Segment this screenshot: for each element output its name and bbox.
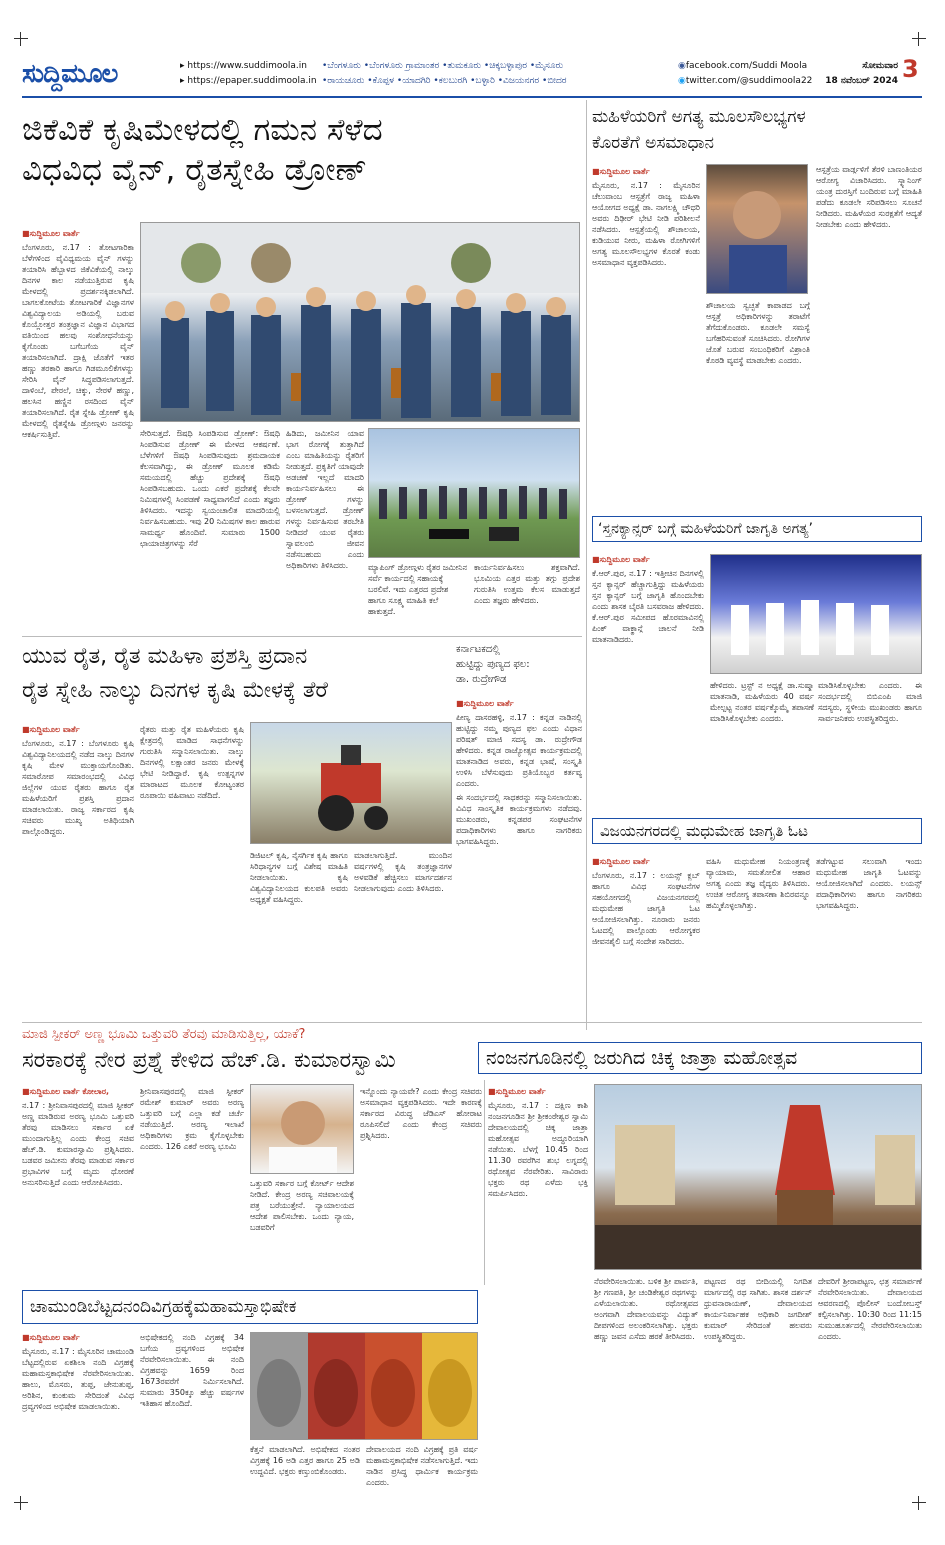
story8-headline[interactable]: ನಂಜನಗೂಡಿನಲ್ಲಿ ಜರುಗಿದ ಚಿಕ್ಕ ಜಾತ್ರಾ ಮಹೋತ್ಸವ bbox=[486, 1047, 798, 1069]
globe-icon: ▸ bbox=[180, 76, 188, 86]
story1-photo-wine-stall bbox=[140, 222, 580, 422]
story7-photo-kumaraswamy bbox=[250, 1084, 354, 1174]
story7-column-2: ಶ್ರೀನಿವಾಸಪುರದಲ್ಲಿ ಮಾಜಿ ಸ್ಪೀಕರ್ ರಮೇಶ್ ಕುಮಾರ್ ಅವರು ಅರಣ್ಯ ಒತ್ತುವರಿ ಬಗ್ಗೆ ಎಲ್ಲಾ ಕಡೆ ಚರ್ಚೆ ನಡೆಯುತ್ತಿದೆ. ಅರಣ್ಯ ಇಲಾಖೆ ಅಧಿಕಾರಿಗಳು ಕ್ರಮ ಕೈಗೊಳ್ಳಬೇಕು ಎಂದರು. 126 ಎಕರೆ ಅರಣ್ಯ ಭೂಮಿ bbox=[140, 1087, 244, 1151]
weekday: ಸೋಮವಾರ bbox=[862, 61, 898, 71]
story4-headline[interactable]: ಯುವ ರೈತ, ರೈತ ಮಹಿಳಾ ಪ್ರಶಸ್ತಿ ಪ್ರದಾನ ರೈತ ಸ್ನೇಹಿ ನಾಲ್ಕು ದಿನಗಳ ಕೃಷಿ ಮೇಳಕ್ಕೆ ತೆರೆ bbox=[22, 644, 328, 703]
facebook-link[interactable]: ◉facebook.com/Suddi Moola bbox=[678, 61, 808, 71]
story7-column-4: ಇನ್ನೊಂದು ನ್ಯಾಯವೇ? ಎಂದು ಕೇಂದ್ರ ಸಚಿವರು ಅಸಮಾಧಾನ ವ್ಯಕ್ತಪಡಿಸಿದರು. ಇದೇ ಕಾರಣಕ್ಕೆ ಸರ್ಕಾರದ ವಿರುದ್ಧ ಜೆಡಿಎಸ್ ಹೋರಾಟ ರೂಪಿಸಲಿದೆ ಎಂದು ಕೇಂದ್ರ ಸಚಿವರು ಪ್ರಶ್ನಿಸಿದರು. bbox=[360, 1087, 482, 1140]
story6-column-3: ತಡೆಗಟ್ಟುವ ಸಲುವಾಗಿ ಇಂದು ಮಧುಮೇಹ ಜಾಗೃತಿ ಓಟವನ್ನು ಆಯೋಜಿಸಲಾಗಿದೆ ಎಂದರು. ಲಯನ್ಸ್ ಪದಾಧಿಕಾರಿಗಳು ಹಾಗೂ ನಾಗರಿಕರು ಭಾಗವಹಿಸಿದ್ದರು. bbox=[816, 857, 922, 910]
story1-column-4: ಕಾರ್ಯನಿರ್ವಹಿಸಲು ಶಕ್ತವಾಗಿದೆ. ಭೂಮಿಯ ಎತ್ತರ ಮತ್ತು ತಗ್ಗು ಪ್ರದೇಶ ಗುರುತಿಸಿ ಉತ್ತಮ ಕೆಲಸ ಮಾಡುತ್ತದೆ ಎಂದು ತಜ್ಞರು ಹೇಳಿದರು. bbox=[474, 563, 580, 605]
story1-photo-drones bbox=[368, 428, 580, 558]
story7-column-3: ಒತ್ತುವರಿ ಸರ್ಕಾರ ಬಗ್ಗೆ ಕೋರ್ಟ್ ಆದೇಶ ನೀಡಿದೆ. ಕೇಂದ್ರ ಅರಣ್ಯ ಸಚಿವಾಲಯಕ್ಕೆ ಪತ್ರ ಬರೆಯುತ್ತೇನೆ. ನ್ಯಾಯಾಲಯದ ಆದೇಶ ಪಾಲಿಸಬೇಕು. ಒಂದು ನ್ಯಾಯ, ಬಡವರಿಗೆ bbox=[250, 1179, 354, 1232]
story8-column-4: ದೇವರಿಗೆ ಶ್ರೀರಾಪಟ್ಟಣ, ಛತ್ರ ಸಮಾರ್ಪಣೆ ನೆರವೇರಿಸಲಾಯಿತು. ದೇವಾಲಯದ ಆವರಣದಲ್ಲಿ ಪೊಲೀಸ್ ಬಂದೋಬಸ್ತ್ ಕಲ್ಪಿಸಲಾಗಿತ್ತು. 10:30 ರಿಂದ 11:15 ಸುಮುಹೂರ್ತದಲ್ಲಿ ನೇರವೇರಿಸಲಾಯಿತು ಎಂದರು. bbox=[818, 1277, 922, 1341]
cities-line-2: •ರಾಯಚೂರು •ಕೊಪ್ಪಳ •ಯಾದಗಿರಿ •ಕಲಬುರಗಿ •ಬಳ್ಳಾರಿ •ವಿಜಯನಗರ •ಬೀದರ bbox=[322, 76, 567, 86]
story5-column-1: ■ಸುದ್ದಿಮೂಲ ವಾರ್ತೆ ಪೀಣ್ಯ ದಾಸರಹಳ್ಳಿ, ನ.17 : ಕನ್ನಡ ನಾಡಿನಲ್ಲಿ ಹುಟ್ಟಿದ್ದು ನಮ್ಮ ಪುಣ್ಯದ ಫಲ ಎಂದು ವಿಧಾನ ಪರಿಷತ್ ಮಾಜಿ ಸದಸ್ಯ ಡಾ. ರುದ್ರೇಗೌಡ ಹೇಳಿದರು. ಕನ್ನಡ ರಾಜ್ಯೋತ್ಸವ ಕಾರ್ಯಕ್ರಮದಲ್ಲಿ ಮಾತನಾಡಿದ ಅವರು, ಕನ್ನಡ ಭಾಷೆ, ಸಂಸ್ಕೃತಿ ಉಳಿಸಿ ಬೆಳೆಸುವುದು ಪ್ರತಿಯೊಬ್ಬರ ಕರ್ತವ್ಯ ಎಂದರು. ಈ ಸಂದರ್ಭದಲ್ಲಿ ಸಾಧಕರನ್ನು ಸನ್ಮಾನಿಸಲಾಯಿತು. ವಿವಿಧ ಸಾಂಸ್ಕೃತಿಕ ಕಾರ್ಯಕ್ರಮಗಳು ನಡೆದವು. ಮುಖಂಡರು, ಕನ್ನಡಪರ ಸಂಘಟನೆಗಳ ಪದಾಧಿಕಾರಿಗಳು ಹಾಗೂ ನಾಗರಿಕರು ಭಾಗವಹಿಸಿದ್ದರು. bbox=[456, 699, 582, 846]
nandi-statue-illustration bbox=[251, 1333, 478, 1440]
globe-icon: ▸ bbox=[180, 61, 188, 71]
story2-photo-commission-chair bbox=[706, 164, 808, 294]
twitter-link[interactable]: ◉twitter.com/@suddimoola22 bbox=[678, 76, 813, 86]
story9-column-2: ಅಭಿಷೇಕದಲ್ಲಿ ನಂದಿ ವಿಗ್ರಹಕ್ಕೆ 34 ಬಗೆಯ ದ್ರವ್ಯಗಳಿಂದ ಅಭಿಷೇಕ ನೆರವೇರಿಸಲಾಯಿತು. ಈ ನಂದಿ ವಿಗ್ರಹವನ್ನು 1659 ರಿಂದ 1673ರವರೆಗೆ ನಿರ್ಮಿಸಲಾಗಿದೆ. ಸುಮಾರು 350ಕ್ಕೂ ಹೆಚ್ಚು ವರ್ಷಗಳ ಇತಿಹಾಸ ಹೊಂದಿದೆ. bbox=[140, 1333, 244, 1408]
column-divider bbox=[484, 1080, 485, 1285]
crop-mark bbox=[14, 32, 28, 46]
story3-column-3: ಮಾಡಿಸಿಕೊಳ್ಳಬೇಕು ಎಂದರು. ಈ ಸಂದರ್ಭದಲ್ಲಿ ಬಿಬಿಎಂಪಿ ಮಾಜಿ ಸದಸ್ಯರು, ಸ್ಥಳೀಯ ಮುಖಂಡರು ಹಾಗೂ ಸಾರ್ವಜನಿಕರು ಉಪಸ್ಥಿತರಿದ್ದರು. bbox=[818, 681, 922, 723]
story4-photo-tractor bbox=[250, 722, 452, 844]
section-divider bbox=[22, 636, 582, 637]
masthead bbox=[22, 55, 920, 95]
website-link[interactable]: ▸ https://www.suddimoola.in bbox=[180, 61, 307, 71]
story2-column-2: ಶೌಚಾಲಯ ಸ್ವಚ್ಛತೆ ಕಾಪಾಡದ ಬಗ್ಗೆ ಆಸ್ಪತ್ರೆ ಅಧಿಕಾರಿಗಳನ್ನು ತರಾಟೆಗೆ ತೆಗೆದುಕೊಂಡರು. ಕೂಡಲೇ ಸಮಸ್ಯೆ ಬಗೆಹರಿಸುವಂತೆ ಸೂಚಿಸಿದರು. ರೋಗಿಗಳ ಜೊತೆ ಬರುವ ಸಂಬಂಧಿಕರಿಗೆ ವಿಶ್ರಾಂತಿ ಕೊಠಡಿ ವ್ಯವಸ್ಥೆ ಮಾಡಬೇಕು ಎಂದರು. bbox=[706, 301, 810, 365]
story7-kicker: ಮಾಜಿ ಸ್ಪೀಕರ್ ಅಣ್ಣ ಭೂಮಿ ಒತ್ತುವರಿ ತೆರವು ಮಾಡಿಸುತ್ತಿಲ್ಲ, ಯಾಕೆ? bbox=[22, 1027, 306, 1042]
walkathon-group-illustration bbox=[711, 555, 922, 674]
wine-stall-illustration bbox=[141, 223, 580, 422]
story3-headline[interactable]: ‘ಸ್ತನಕ್ಯಾನ್ಸರ್ ಬಗ್ಗೆ ಮಹಿಳೆಯರಿಗೆ ಜಾಗೃತಿ ಅಗತ್ಯ’ bbox=[598, 521, 813, 537]
twitter-icon: ◉ bbox=[678, 76, 686, 86]
story1-column-1: ■ಸುದ್ದಿಮೂಲ ವಾರ್ತೆ ಬೆಂಗಳೂರು, ನ.17 : ತೋಟಗಾರಿಕಾ ಬೆಳೆಗಳಿಂದ ವೈವಿಧ್ಯಮಯ ವೈನ್ ಗಳನ್ನು ತಯಾರಿಸಿ ಹೆಬ್ಬಾಳದ ಜಿಕೆವಿಕೆಯಲ್ಲಿ ನಾಲ್ಕು ದಿನಗಳ ಕಾಲ ನಡೆಯುತ್ತಿರುವ ಕೃಷಿ ಮೇಳದಲ್ಲಿ ಪ್ರದರ್ಶನಕ್ಕಿಡಲಾಗಿದೆ. ಬಾಗಲಕೋಟೆಯ ತೋಟಗಾರಿಕೆ ವಿಜ್ಞಾನಗಳ ವಿಶ್ವವಿದ್ಯಾಲಯ ಅಡಿಯಲ್ಲಿ ಬರುವ ಕೊಯ್ಲೋತ್ತರ ತಂತ್ರಜ್ಞಾನ ವಿಜ್ಞಾನ ವಿಭಾಗದ ವತಿಯಿಂದ ಹಲವು ಸಂಶೋಧನೆಯನ್ನು ಕೈಗೊಂಡು ಬಗೆಬಗೆಯ ವೈನ್ ತಯಾರಿಸಲಾಗಿದೆ. ದ್ರಾಕ್ಷಿ ಜೊತೆಗೆ ಇತರ ಹಣ್ಣು ತರಕಾರಿ ಹಾಗೂ ಗಿಡಮೂಲಿಕೆಗಳನ್ನು ಸೇರಿಸಿ ವೈನ್ ಸಿದ್ಧಪಡಿಸಲಾಗುತ್ತದೆ. ದಾಳಿಂಬೆ, ಪೇರಲೆ, ಚಿಕ್ಕು, ನೇರಳೆ ಹಣ್ಣು, ಹಲಸಿನ ಹಣ್ಣಿನ ರಸದಿಂದ ವೈನ್ ತಯಾರಿಸಲಾಗಿದೆ. ರೈತ ಸ್ನೇಹಿ ಡ್ರೋಣ್ ಕೃಷಿ ಮೇಳದಲ್ಲಿ ರೈತಸ್ನೇಹಿ ಡ್ರೋಣ್ಗಳು ಜನರನ್ನು ಆಕರ್ಷಿಸುತ್ತಿವೆ. bbox=[22, 229, 134, 439]
chariot-illustration bbox=[595, 1085, 922, 1270]
story2-headline[interactable]: ಮಹಿಳೆಯರಿಗೆ ಅಗತ್ಯ ಮೂಲಸೌಲಭ್ಯಗಳ ಕೊರತೆಗೆ ಅಸಮಾಧಾನ bbox=[592, 107, 806, 153]
person-portrait bbox=[251, 1085, 354, 1174]
story4-column-4: ಮಾಡಲಾಗುತ್ತಿದೆ. ಮುಂದಿನ ವರ್ಷಗಳಲ್ಲಿ ಕೃಷಿ ತಂತ್ರಜ್ಞಾನಗಳ ಅಳವಡಿಕೆ ಹೆಚ್ಚಿಸಲು ಮಾರ್ಗದರ್ಶನ ನೀಡಲಾಗುವುದು ಎಂದು ತಿಳಿಸಿದರು. bbox=[354, 851, 452, 893]
story5-headline[interactable]: ಕರ್ನಾಟಕದಲ್ಲಿ ಹುಟ್ಟಿದ್ದು ಪುಣ್ಯದ ಫಲ: ಡಾ. ರುದ್ರೇಗೌಡ bbox=[456, 644, 530, 685]
story8-column-1: ■ಸುದ್ದಿಮೂಲ ವಾರ್ತೆ ಮೈಸೂರು, ನ.17 : ದಕ್ಷಿಣ ಕಾಶಿ ನಂಜನಗೂಡಿನ ಶ್ರೀ ಶ್ರೀಕಂಠೇಶ್ವರ ಸ್ವಾಮಿ ದೇವಾಲಯದಲ್ಲಿ ಚಿಕ್ಕ ಜಾತ್ರಾ ಮಹೋತ್ಸವ ಅದ್ಧೂರಿಯಾಗಿ ನಡೆಯಿತು. ಬೆಳಗ್ಗೆ 10.45 ರಿಂದ 11.30 ರವರೆಗಿನ ಶುಭ ಲಗ್ನದಲ್ಲಿ ರಥೋತ್ಸವ ನೆರವೇರಿತು. ಸಾವಿರಾರು ಭಕ್ತರು ರಥ ಎಳೆದು ಭಕ್ತಿ ಸಮರ್ಪಿಸಿದರು. bbox=[488, 1087, 588, 1198]
story6-column-1: ■ಸುದ್ದಿಮೂಲ ವಾರ್ತೆ ಬೆಂಗಳೂರು, ನ.17 : ಲಯನ್ಸ್ ಕ್ಲಬ್ ಹಾಗೂ ವಿವಿಧ ಸಂಘಟನೆಗಳ ಸಹಯೋಗದಲ್ಲಿ ವಿಜಯನಗರದಲ್ಲಿ ಮಧುಮೇಹ ಜಾಗೃತಿ ಓಟ ಆಯೋಜಿಸಲಾಗಿತ್ತು. ನೂರಾರು ಜನರು ಓಟದಲ್ಲಿ ಪಾಲ್ಗೊಂಡು ಆರೋಗ್ಯಕರ ಜೀವನಶೈಲಿ ಬಗ್ಗೆ ಸಂದೇಶ ಸಾರಿದರು. bbox=[592, 857, 700, 946]
story1-column-2: ಸೇರಿಸುತ್ತದೆ. ಔಷಧಿ ಸಿಂಪಡಿಸುವ ಡ್ರೋಣ್: ಔಷಧಿ ಸಿಂಪಡಿಸುವ ಡ್ರೋಣ್ ಈ ಮೇಳದ ಆಕರ್ಷಣೆ. ಬೆಳೆಗಳಿಗೆ ಔಷಧಿ ಸಿಂಪಡಿಸುವುದು ಶ್ರಮದಾಯಕ ಕೆಲಸವಾಗಿದ್ದು, ಈ ಡ್ರೋಣ್ ಮೂಲಕ ಕಡಿಮೆ ಸಮಯದಲ್ಲಿ ಹೆಚ್ಚು ಪ್ರದೇಶಕ್ಕೆ ಔಷಧಿ ಸಿಂಪಡಿಸಬಹುದು. ಒಂದು ಎಕರೆ ಪ್ರದೇಶಕ್ಕೆ ಕೆಲವೇ ನಿಮಿಷಗಳಲ್ಲಿ ಸಿಂಪಡಣೆ ಸಾಧ್ಯವಾಗಲಿದೆ ಎಂದು ತಜ್ಞರು ತಿಳಿಸಿದರು. ಇದನ್ನು ಸ್ವಯಂಚಾಲಿತ ಮಾದರಿಯಲ್ಲಿ ನಿರ್ವಹಿಸಬಹುದು. ಇವು 20 ನಿಮಿಷಗಳ ಕಾಲ ಹಾರುವ ಸಾಮರ್ಥ್ಯ ಹೊಂದಿವೆ. ಸುಮಾರು 1500 ಛಾಯಾಚಿತ್ರಗಳನ್ನು ಸೆರೆ bbox=[140, 429, 280, 548]
story4-column-1: ■ಸುದ್ದಿಮೂಲ ವಾರ್ತೆ ಬೆಂಗಳೂರು, ನ.17 : ಬೆಂಗಳೂರು ಕೃಷಿ ವಿಶ್ವವಿದ್ಯಾನಿಲಯದಲ್ಲಿ ನಡೆದ ನಾಲ್ಕು ದಿನಗಳ ಕೃಷಿ ಮೇಳ ಮುಕ್ತಾಯಗೊಂಡಿತು. ಸಮಾರೋಪ ಸಮಾರಂಭದಲ್ಲಿ ವಿವಿಧ ಜಿಲ್ಲೆಗಳ ಯುವ ರೈತರು ಹಾಗೂ ರೈತ ಮಹಿಳೆಯರಿಗೆ ಪ್ರಶಸ್ತಿ ಪ್ರದಾನ ಮಾಡಲಾಯಿತು. ರಾಜ್ಯ ಸರ್ಕಾರದ ಕೃಷಿ ಸಚಿವರು ಮುಖ್ಯ ಅತಿಥಿಯಾಗಿ ಪಾಲ್ಗೊಂಡಿದ್ದರು. bbox=[22, 725, 134, 836]
story3-column-1: ■ಸುದ್ದಿಮೂಲ ವಾರ್ತೆ ಕೆ.ಆರ್.ಪುರ, ನ.17 : ಇತ್ತೀಚಿನ ದಿನಗಳಲ್ಲಿ ಸ್ತನ ಕ್ಯಾನ್ಸರ್ ಹೆಚ್ಚಾಗುತ್ತಿದ್ದು ಮಹಿಳೆಯರು ಸ್ತನ ಕ್ಯಾನ್ಸರ್ ಬಗ್ಗೆ ಜಾಗೃತಿ ಹೊಂದಬೇಕು ಎಂದು ಶಾಸಕ ಬೈರತಿ ಬಸವರಾಜ ಹೇಳಿದರು. ಕೆ.ಆರ್.ಪುರ ಸಮೀಪದ ಹೊರಮಾವಿನಲ್ಲಿ ಪಿಂಕ್ ವಾಕ್ಥಾನ್ಗೆ ಚಾಲನೆ ನೀಡಿ ಮಾತನಾಡಿದರು. bbox=[592, 555, 704, 644]
story2-column-3: ಆಸ್ಪತ್ರೆಯ ವಾರ್ಡ್ಗಳಿಗೆ ತೆರಳಿ ಬಾಣಂತಿಯರ ಆರೋಗ್ಯ ವಿಚಾರಿಸಿದರು. ಸ್ಕ್ಯಾನಿಂಗ್ ಯಂತ್ರ ದುರಸ್ತಿಗೆ ಬಂದಿರುವ ಬಗ್ಗೆ ಮಾಹಿತಿ ಪಡೆದು ಕೂಡಲೇ ಸರಿಪಡಿಸಲು ಸೂಚನೆ ನೀಡಿದರು. ಮಹಿಳೆಯರ ಸುರಕ್ಷತೆಗೆ ಆದ್ಯತೆ ನೀಡಬೇಕು ಎಂದು ಹೇಳಿದರು. bbox=[816, 165, 922, 229]
story8-photo-chariot-festival bbox=[594, 1084, 922, 1270]
story3-column-2: ಹೇಳಿದರು. ಟ್ರಸ್ಟ್ ನ ಅಧ್ಯಕ್ಷೆ ಡಾ.ಸುಷ್ಮಾ ಮಾತನಾಡಿ, ಮಹಿಳೆಯರು 40 ವರ್ಷ ಮೇಲ್ಪಟ್ಟ ನಂತರ ವರ್ಷಕ್ಕೊಮ್ಮೆ ತಪಾಸಣೆ ಮಾಡಿಸಿಕೊಳ್ಳಬೇಕು ಎಂದರು. bbox=[710, 681, 814, 723]
masthead-urls bbox=[180, 59, 317, 89]
story8-column-3: ಪಟ್ಟಣದ ರಥ ಬೀದಿಯಲ್ಲಿ ನಿಗದಿತ ಮಾರ್ಗದಲ್ಲಿ ರಥ ಸಾಗಿತು. ಶಾಸಕ ದರ್ಶನ್ ಧ್ರುವನಾರಾಯಣ್, ದೇವಾಲಯದ ಕಾರ್ಯನಿರ್ವಾಹಕ ಅಧಿಕಾರಿ ಜಗದೀಶ್ ಕುಮಾರ್ ಸೇರಿದಂತೆ ಹಲವರು ಉಪಸ್ಥಿತರಿದ್ದರು. bbox=[704, 1277, 812, 1341]
story1-column-3: ಹಿಡಿದು, ಜಮೀನಿನ ಯಾವ ಭಾಗ ರೋಗಕ್ಕೆ ತುತ್ತಾಗಿದೆ ಎಂಬ ಮಾಹಿತಿಯನ್ನು ರೈತರಿಗೆ ನೀಡುತ್ತದೆ. ಪ್ರಕೃತಿಗೆ ಯಾವುದೇ ಅಡಚಣೆ ಇಲ್ಲದೆ ಮಾದರಿ ಕಾರ್ಯನಿರ್ವಹಿಸಲು ಈ ಡ್ರೋಣ್ ಗಳನ್ನು ಬಳಸಲಾಗುತ್ತದೆ. ಡ್ರೋಣ್ ಗಳನ್ನು ನಿರ್ವಹಿಸುವ ತರಬೇತಿ ನೀಡಿದರೆ ಯುವ ರೈತರು ಸ್ವಾವಲಂಬಿ ಜೀವನ ನಡೆಸಬಹುದು ಎಂದು ಅಧಿಕಾರಿಗಳು ತಿಳಿಸಿದರು. bbox=[286, 429, 364, 570]
tractor-illustration bbox=[251, 723, 452, 844]
story2-column-1: ■ಸುದ್ದಿಮೂಲ ವಾರ್ತೆ ಮೈಸೂರು, ನ.17 : ಮೈಸೂರಿನ ಚೆಲುವಾಂಬ ಆಸ್ಪತ್ರೆಗೆ ರಾಜ್ಯ ಮಹಿಳಾ ಆಯೋಗದ ಅಧ್ಯಕ್ಷೆ ಡಾ. ನಾಗಲಕ್ಷ್ಮಿ ಚೌಧರಿ ಅವರು ದಿಢೀರ್ ಭೇಟಿ ನೀಡಿ ಪರಿಶೀಲನೆ ನಡೆಸಿದರು. ಆಸ್ಪತ್ರೆಯಲ್ಲಿ ಶೌಚಾಲಯ, ಕುಡಿಯುವ ನೀರು, ಮಹಿಳಾ ರೋಗಿಗಳಿಗೆ ಅಗತ್ಯ ಮೂಲಸೌಲಭ್ಯಗಳ ಕೊರತೆ ಕಂಡು ಅಸಮಾಧಾನ ವ್ಯಕ್ತಪಡಿಸಿದರು. bbox=[592, 167, 700, 267]
masthead-divider bbox=[22, 96, 922, 98]
edition-cities bbox=[322, 59, 672, 89]
story1-caption: ಮ್ಯಾಪಿಂಗ್ ಡ್ರೋಣ್ಗಳು ರೈತರ ಜಮೀನಿನ ಸರ್ವೆ ಕಾರ್ಯದಲ್ಲಿ ಸಹಾಯಕ್ಕೆ ಬರಲಿವೆ. ಇದು ಎತ್ತರದ ಪ್ರದೇಶ ಹಾಗೂ ಸೂಕ್ಷ್ಮ ಮಾಹಿತಿ ಕಲೆ ಹಾಕುತ್ತದೆ. bbox=[368, 563, 468, 616]
story4-column-2: ರೈತರು ಮತ್ತು ರೈತ ಮಹಿಳೆಯರು ಕೃಷಿ ಕ್ಷೇತ್ರದಲ್ಲಿ ಮಾಡಿದ ಸಾಧನೆಗಳನ್ನು ಗುರುತಿಸಿ ಸನ್ಮಾನಿಸಲಾಯಿತು. ನಾಲ್ಕು ದಿನಗಳಲ್ಲಿ ಲಕ್ಷಾಂತರ ಜನರು ಮೇಳಕ್ಕೆ ಭೇಟಿ ನೀಡಿದ್ದಾರೆ. ಕೃಷಿ ಉತ್ಪನ್ನಗಳ ಮಾರಾಟದ ಮೂಲಕ ಕೋಟ್ಯಂತರ ರೂಪಾಯಿ ವಹಿವಾಟು ನಡೆದಿದೆ. bbox=[140, 725, 244, 800]
story6-headline[interactable]: ವಿಜಯನಗರದಲ್ಲಿ ಮಧುಮೇಹ ಜಾಗೃತಿ ಓಟ bbox=[600, 822, 808, 840]
story3-photo-pink-walkathon bbox=[710, 554, 922, 674]
facebook-icon: ◉ bbox=[678, 61, 686, 71]
story8-column-2: ನೆರವೇರಿಸಲಾಯಿತು. ಬಳಿಕ ಶ್ರೀ ಪಾರ್ವತಿ, ಶ್ರೀ ಗಣಪತಿ, ಶ್ರೀ ಚಂಡಿಕೇಶ್ವರ ರಥಗಳನ್ನು ಎಳೆಯಲಾಯಿತು. ರಥೋತ್ಸವದ ಅಂಗವಾಗಿ ದೇವಾಲಯವನ್ನು ವಿದ್ಯುತ್ ದೀಪಗಳಿಂದ ಅಲಂಕರಿಸಲಾಗಿತ್ತು. ಭಕ್ತರು ಹಣ್ಣು ಜವನ ಎಸೆದು ಹರಕೆ ತೀರಿಸಿದರು. bbox=[594, 1277, 698, 1341]
person-portrait bbox=[707, 165, 808, 294]
story9-column-1: ■ಸುದ್ದಿಮೂಲ ವಾರ್ತೆ ಮೈಸೂರು, ನ.17 : ಮೈಸೂರಿನ ಚಾಮುಂಡಿ ಬೆಟ್ಟದಲ್ಲಿರುವ ಏಕಶಿಲಾ ನಂದಿ ವಿಗ್ರಹಕ್ಕೆ ಮಹಾಮಸ್ತಕಾಭಿಷೇಕ ನೆರವೇರಿಸಲಾಯಿತು. ಹಾಲು, ಮೊಸರು, ತುಪ್ಪ, ಜೇನುತುಪ್ಪ, ಅರಿಶಿನ, ಕುಂಕುಮ ಸೇರಿದಂತೆ ವಿವಿಧ ದ್ರವ್ಯಗಳಿಂದ ಅಭಿಷೇಕ ಮಾಡಲಾಯಿತು. bbox=[22, 1333, 134, 1411]
epaper-link[interactable]: ▸ https://epaper.suddimoola.in bbox=[180, 76, 317, 86]
story4-column-3: ಡಿಜಿಟಲ್ ಕೃಷಿ, ನೈಸರ್ಗಿಕ ಕೃಷಿ ಹಾಗೂ ಸಿರಿಧಾನ್ಯಗಳ ಬಗ್ಗೆ ವಿಶೇಷ ಮಾಹಿತಿ ನೀಡಲಾಯಿತು. ಕೃಷಿ ವಿಶ್ವವಿದ್ಯಾನಿಲಯದ ಕುಲಪತಿ ಅವರು ಅಧ್ಯಕ್ಷತೆ ವಹಿಸಿದ್ದರು. bbox=[250, 851, 348, 904]
cities-line-1: •ಬೆಂಗಳೂರು •ಬೆಂಗಳೂರು ಗ್ರಾಮಾಂತರ •ತುಮಕೂರು •ಚಿಕ್ಕಬಳ್ಳಾಪುರ •ಮೈಸೂರು bbox=[322, 61, 564, 71]
drone-group-illustration bbox=[369, 429, 580, 558]
story9-column-3: ಕೆತ್ತನೆ ಮಾಡಲಾಗಿದೆ. ಅಭಿಷೇಕದ ನಂತರ ವಿಗ್ರಹಕ್ಕೆ 16 ಅಡಿ ಎತ್ತರ ಹಾಗೂ 25 ಅಡಿ ಉದ್ದವಿದೆ. ಭಕ್ತರು ಕಣ್ತುಂಬಿಕೊಂಡರು. bbox=[250, 1445, 360, 1476]
story9-headline[interactable]: ಚಾಮುಂಡಿಬೆಟ್ಟದನಂದಿವಿಗ್ರಹಕ್ಕೆಮಹಾಮಸ್ತಾಭಿಷೇಕ bbox=[30, 1297, 297, 1317]
story9-column-4: ದೇವಾಲಯದ ನಂದಿ ವಿಗ್ರಹಕ್ಕೆ ಪ್ರತಿ ವರ್ಷ ಮಹಾಮಸ್ತಕಾಭಿಷೇಕ ನಡೆಸಲಾಗುತ್ತಿದೆ. ಇದು ನಾಡಿನ ಪ್ರಸಿದ್ಧ ಧಾರ್ಮಿಕ ಕಾರ್ಯಕ್ರಮ ಎಂದರು. bbox=[366, 1445, 478, 1487]
story7-headline[interactable]: ಸರಕಾರಕ್ಕೆ ನೇರ ಪ್ರಶ್ನೆ ಕೇಳಿದ ಹೆಚ್.ಡಿ. ಕುಮಾರಸ್ವಾಮಿ bbox=[22, 1048, 396, 1073]
story7-column-1: ■ಸುದ್ದಿಮೂಲ ವಾರ್ತೆ ಕೋಲಾರ, ನ.17 : ಶ್ರೀನಿವಾಸಪುರದಲ್ಲಿ ಮಾಜಿ ಸ್ಪೀಕರ್ ಅಣ್ಣ ಮಾಡಿರುವ ಅರಣ್ಯ ಭೂಮಿ ಒತ್ತುವರಿ ತೆರವು ಮಾಡಿಸಲು ಸರ್ಕಾರ ಏಕೆ ಮುಂದಾಗುತ್ತಿಲ್ಲ ಎಂದು ಕೇಂದ್ರ ಸಚಿವ ಹೆಚ್.ಡಿ. ಕುಮಾರಸ್ವಾಮಿ ಪ್ರಶ್ನಿಸಿದರು. ಬಡವರ ಜಮೀನು ತೆರವು ಮಾಡುವ ಸರ್ಕಾರ ಪ್ರಭಾವಿಗಳ ಬಗ್ಗೆ ಮೃದು ಧೋರಣೆ ಅನುಸರಿಸುತ್ತಿದೆ ಎಂದು ಆರೋಪಿಸಿದರು. bbox=[22, 1087, 134, 1187]
story1-headline[interactable]: ಜಿಕೆವಿಕೆ ಕೃಷಿಮೇಳದಲ್ಲಿ ಗಮನ ಸೆಳೆದ ವಿಧವಿಧ ವೈನ್, ರೈತಸ್ನೇಹಿ ಡ್ರೋಣ್ bbox=[22, 112, 383, 188]
column-divider bbox=[586, 100, 587, 1030]
issue-date: 18 ನವೆಂಬರ್ 2024 bbox=[825, 76, 898, 86]
newspaper-logo[interactable]: ಸುದ್ದಿಮೂಲ bbox=[22, 59, 118, 89]
story6-column-2: ವಹಿಸಿ ಮಧುಮೇಹ ನಿಯಂತ್ರಣಕ್ಕೆ ವ್ಯಾಯಾಮ, ಸಮತೋಲಿತ ಆಹಾರ ಅಗತ್ಯ ಎಂದು ತಜ್ಞ ವೈದ್ಯರು ತಿಳಿಸಿದರು. ಉಚಿತ ಆರೋಗ್ಯ ತಪಾಸಣಾ ಶಿಬಿರವನ್ನೂ ಹಮ್ಮಿಕೊಳ್ಳಲಾಗಿತ್ತು. bbox=[706, 857, 810, 910]
story9-photo-nandi-abhisheka bbox=[250, 1332, 478, 1440]
social-links bbox=[678, 59, 812, 89]
date-block bbox=[808, 59, 898, 89]
section-divider bbox=[22, 1022, 922, 1023]
crop-mark bbox=[912, 32, 926, 46]
page-number: 3 bbox=[902, 55, 919, 83]
